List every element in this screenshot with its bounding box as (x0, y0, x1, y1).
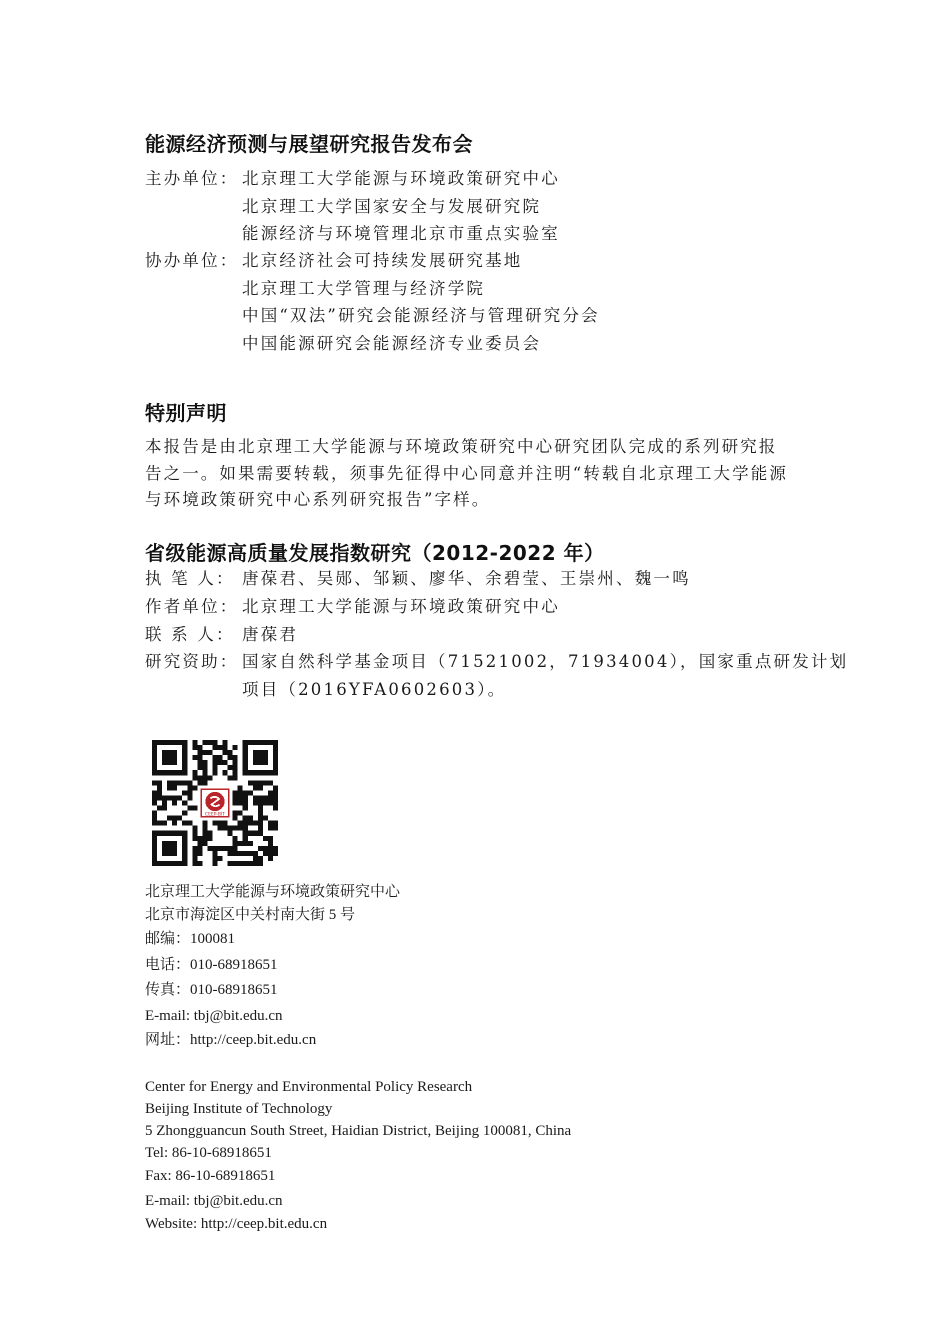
host-1: 北京理工大学能源与环境政策研究中心 (242, 169, 560, 188)
funding-line-1: 国家自然科学基金项目（71521002，71934004），国家重点研发计划 (242, 652, 849, 671)
funding-line-2: 项目（2016YFA0602603）。 (242, 680, 507, 699)
co-host-label: 协办单位： (145, 251, 239, 270)
addr-cn-street: 北京市海淀区中关村南大街 5 号 (145, 907, 356, 923)
author-row (145, 569, 691, 589)
funding-label: 研究资助： (145, 652, 239, 671)
co-host-2: 北京理工大学管理与经济学院 (242, 279, 486, 298)
host-label: 主办单位： (145, 169, 239, 188)
unit: 北京理工大学能源与环境政策研究中心 (242, 597, 560, 616)
addr-en-website: Website: http://ceep.bit.edu.cn (145, 1216, 328, 1232)
addr-en-email: E-mail: tbj@bit.edu.cn (145, 1193, 283, 1209)
contact: 唐葆君 (242, 625, 299, 644)
addr-en-phone: Tel: 86-10-68918651 (145, 1145, 272, 1161)
host-2: 北京理工大学国家安全与发展研究院 (242, 197, 542, 216)
launch-title: 能源经济预测与展望研究报告发布会 (145, 132, 473, 156)
host-3: 能源经济与环境管理北京市重点实验室 (242, 224, 560, 243)
unit-row (145, 597, 560, 617)
addr-cn-fax: 传真：010-68918651 (145, 982, 278, 998)
addr-en-org: Center for Energy and Environmental Policy Research (145, 1079, 473, 1095)
report-title: 省级能源高质量发展指数研究（2012-2022 年） (145, 541, 605, 565)
co-host-row (145, 251, 523, 271)
unit-label: 作者单位： (145, 597, 239, 616)
addr-cn-website: 网址：http://ceep.bit.edu.cn (145, 1032, 317, 1048)
funding-row (145, 652, 848, 672)
contact-label: 联 系 人： (145, 625, 235, 644)
authors: 唐葆君、吴郧、邹颖、廖华、余碧莹、王崇州、魏一鸣 (242, 569, 691, 588)
addr-cn-postcode: 邮编：100081 (145, 931, 236, 947)
statement-paragraph (145, 434, 815, 514)
statement-line-2: 告之一。如果需要转载，须事先征得中心同意并注明“转载自北京理工大学能源 (145, 463, 788, 483)
statement-title: 特别声明 (145, 401, 227, 425)
addr-cn-phone: 电话：010-68918651 (145, 957, 278, 973)
contact-row (145, 625, 298, 645)
statement-line-1: 本报告是由北京理工大学能源与环境政策研究中心研究团队完成的系列研究报 (145, 437, 778, 456)
logo-text (205, 812, 225, 818)
statement-line-3: 与环境政策研究中心系列研究报告”字样。 (145, 490, 491, 509)
addr-cn-org: 北京理工大学能源与环境政策研究中心 (145, 884, 401, 900)
author-label: 执 笔 人： (145, 569, 235, 588)
addr-en-inst: Beijing Institute of Technology (145, 1101, 333, 1117)
addr-cn-email: E-mail: tbj@bit.edu.cn (145, 1008, 283, 1024)
co-host-1: 北京经济社会可持续发展研究基地 (242, 251, 523, 270)
host-row (145, 169, 560, 189)
addr-en-street: 5 Zhongguancun South Street, Haidian District, Beijing 100081, China (145, 1123, 572, 1139)
co-host-3: 中国“双法”研究会能源经济与管理研究分会 (242, 306, 600, 325)
co-host-4: 中国能源研究会能源经济专业委员会 (242, 334, 542, 353)
addr-en-fax: Fax: 86-10-68918651 (145, 1168, 276, 1184)
qr-code-icon (151, 740, 279, 866)
